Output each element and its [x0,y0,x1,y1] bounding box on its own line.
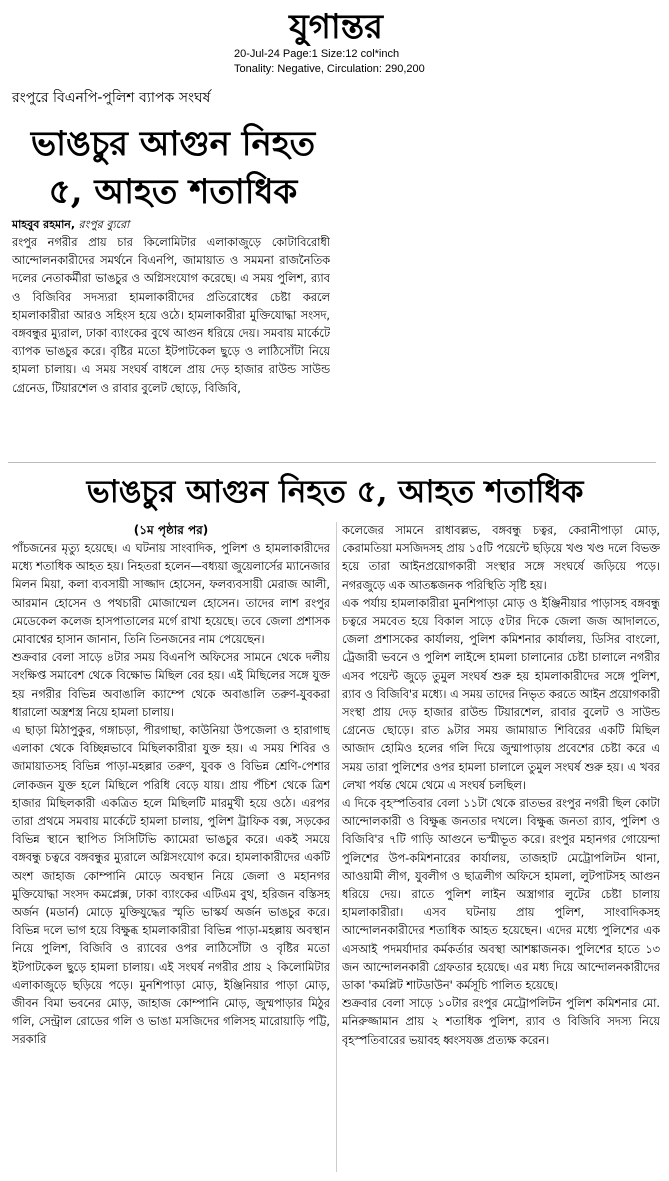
body-column-right [342,522,660,1172]
byline [12,216,129,235]
headline-line1: ভাঙচুর আগুন নিহত [30,124,316,164]
intro-paragraph: রংপুর নগরীর প্রায় চার কিলোমিটার এলাকাজুড়ে কোটাবিরোধী আন্দোলনকারীদের সমর্থনে বিএনপি, জামায়াত ও সমমনা রাজনৈতিক দলের নেতাকর্মীরা ভাঙচুর ও অগ্নিসংযোগ করেছে। এ সময় পুলিশ, র‍্যাব ও বিজিবির সদস্যরা হামলাকারীদের প্রতিরোধের চেষ্টা করলে হামলাকারীরা আরও সহিংস হয়ে ওঠে। হামলাকারীরা মুক্তিযোদ্ধা সংসদ, বঙ্গবন্ধুর ম্যুরাল, ঢাকা ব্যাংকের বুথে আগুন ধরিয়ে দেয়। সমবায় মার্কেটে ব্যাপক ভাঙচুর করে। বৃষ্টির মতো ইটপাটকেল ছুড়ে ও লাঠিসোঁটা নিয়ে হামলা চালায়। এ সময় সংঘর্ষ বাধলে প্রায় দেড় হাজার রাউন্ড সাউন্ড গ্রেনেড, টিয়ারশেল ও রাবার বুলেট ছোড়ে, বিজিবি, [12,236,330,395]
article-kicker: রংপুরে বিএনপি-পুলিশ ব্যাপক সংঘর্ষ [12,90,211,106]
body-paragraph: কলেজের সামনে রাধাবল্লভ, বঙ্গবন্ধু চত্বর, কেরানীপাড়া মোড়, কেরামতিয়া মসজিদসহ প্রায় ১৫টি পয়েন্টে ছড়িয়ে খণ্ড খণ্ড দলে বিভক্ত হয়ে তারা আইনপ্রয়োগকারী সংস্থার সঙ্গে সংঘর্ষে জড়িয়ে পড়ে। নগরজুড়ে এক আতঙ্কজনক পরিস্থিতি সৃষ্টি হয়। [342,524,660,592]
byline-name: মাহবুব রহমান, [12,218,76,231]
headline-line2: ৫, আহত শতাধিক [48,172,298,212]
masthead-logo-text: যুগান্তর [289,7,383,46]
masthead-logo [246,4,426,46]
clipping-meta-line2: Tonality: Negative, Circulation: 290,200 [234,63,425,75]
byline-bureau: রংপুর ব্যুরো [78,218,130,231]
clipping-meta-line1: 20-Jul-24 Page:1 Size:12 col*inch [234,48,400,60]
body-paragraph: শুক্রবার বেলা সাড়ে ১০টার রংপুর মেট্রোপলিটন পুলিশ কমিশনার মো. মনিরুজ্জামান প্রায় ২ শতাধিক পুলিশ, র‍্যাব ও বিজিবি সদস্য নিয়ে বৃহস্পতিবারের ভয়াবহ ধ্বংসযজ্ঞ প্রত্যক্ষ করেন। [342,997,660,1047]
body-paragraph: শুক্রবার বেলা সাড়ে ৪টার সময় বিএনপি অফিসের সামনে থেকে দলীয় সংক্ষিপ্ত সমাবেশ থেকে বিক্ষোভ মিছিল বের হয়। এই মিছিলের সঙ্গে যুক্ত হয় নগরীর বিভিন্ন অবাঙালি ক্যাম্পে থেকে অবাঙালি তরুণ-যুবকরা ধারালো অস্ত্রশস্ত্র নিয়ে হামলা চালায়। [12,651,330,719]
body-paragraph: পাঁচজনের মৃত্যু হয়েছে। এ ঘটনায় সাংবাদিক, পুলিশ ও হামলাকারীদের মধ্যে শতাধিক আহত হয়। নিহতরা হলেন—বধ্যয়া জুয়েলার্সের ম্যানেজার মিলন মিয়া, কলা ব্যবসায়ী সাজ্জাদ হোসেন, ফলব্যবসায়ী মেরাজ আলী, আরমান হোসেন ও পথচারী মোজাম্মেল হোসেন। তাদের লাশ রংপুর মেডেকেল কলেজ হাসপাতালের মর্গে রাখা হয়েছে। তবে জেলা প্রশাসক মোবাশ্বের হাসান জানান, তিনি তিনজনের নাম পেয়েছেন। [12,542,330,647]
continuation-headline: ভাঙচুর আগুন নিহত ৫, আহত শতাধিক [86,474,584,510]
body-paragraph: এ দিকে বৃহস্পতিবার বেলা ১১টা থেকে রাতভর রংপুর নগরী ছিল কোটা আন্দোলকারী ও বিক্ষুব্ধ জনতার দখলে। বিক্ষুব্ধ জনতা র‍্যাব, পুলিশ ও বিজিবি'র ৭টি গাড়ি আগুনে ভস্মীভূত করে। রংপুর মহানগর গোয়েন্দা পুলিশের উপ-কমিশনারের কার্যালয়, তাজহাট মেট্রোপলিটন থানা, আওয়ামী লীগ, যুবলীগ ও ছাত্রলীগ অফিসে হামলা, লুটপাটসহ আগুন ধরিয়ে দেয়। রাতে পুলিশ লাইন অস্ত্রাগার লুটের চেষ্টা চালায় হামলাকারীরা। এসব ঘটনায় প্রায় পুলিশ, সাংবাদিকসহ আন্দোলনকারীদের শতাধিক আহত হয়েছেন। এদের মধ্যে পুলিশের এক এসআই পদমর্যাদার কর্মকর্তার অবস্থা আশঙ্কাজনক। পুলিশের হাতে ১৩ জন আন্দোলনকারী গ্রেফতার হয়েছে। এর মধ্য দিয়ে আন্দোলনকারীদের ডাকা 'কমপ্লিট শাটডাউন' কর্মসূচি পালিত হয়েছে। [342,797,660,993]
body-paragraph: এ ছাড়া মিঠাপুকুর, গঙ্গাচড়া, পীরগাছা, কাউনিয়া উপজেলা ও হারাগাছ এলাকা থেকে বিচ্ছিন্নভাবে মিছিলকারীরা যুক্ত হয়। এ সময় শিবির ও জামায়াতসহ বিভিন্ন পাড়া-মহল্লার তরুণ, যুবক ও বিভিন্ন শ্রেণি-পেশার লোকজন যুক্ত হলে মিছিলে পরিধি বেড়ে যায়। প্রায় পঁচিশ থেকে ত্রিশ হাজার মিছিলকারী একত্রিত হলে মিছিলটি মারমুখী হয়ে ওঠে। এরপর তারা প্রথমে সমবায় মার্কেটে হামলা চালায়, পুলিশ ট্রাফিক বক্স, সড়কের বিভিন্ন স্থানে স্থাপিত সিসিটিভি ক্যামেরা ভাঙচুর করে। একই সময়ে বঙ্গবন্ধু চত্বরে বঙ্গবন্ধুর ম্যুরালে অগ্নিসংযোগ করে। হামলাকারীদের একটি অংশ জাহাজ কোম্পানি মোড়ে অবস্থান নিয়ে জেলা ও মহানগর মুক্তিযোদ্ধা সংসদ কমপ্লেক্স, ঢাকা ব্যাংকের এটিএম বুথ, হরিজন বস্তিসহ অর্জন (মডার্ন) মোড়ে মুক্তিযুদ্ধের স্মৃতি ভাস্কর্য অর্জন ভাঙচুর করে। বিভিন্ন দলে ভাগ হয়ে বিক্ষুব্ধ হামলাকারীরা বিভিন্ন পাড়া-মহল্লায় অবস্থান নিয়ে পুলিশ, বিজিবি ও র‍্যাবের ওপর লাঠিসোঁটা ও বৃষ্টির মতো ইটপাটকেল ছুড়ে হামলা চালায়। এই সংঘর্ষ নগরীর প্রায় ২ কিলোমিটার এলাকাজুড়ে ছড়িয়ে পড়ে। মুনশিপাড়া মোড়, ইঞ্জিনিয়ার পাড়া মোড়, জীবন বিমা ভবনের মোড়, জাহাজ কোম্পানি মোড়, জুম্মপাড়ার মিঠুর গলি, সেন্ট্রাল রোডের গলি ও ভাঙা মসজিদের গলিসহ মারোয়াড়ি পট্টি, সরকারি [12,724,330,1047]
divider-rule [8,462,656,463]
body-column-left [12,540,330,1172]
continued-label: (১ম পৃষ্ঠার পর) [133,523,209,537]
article-intro [12,234,330,452]
body-paragraph: এক পর্যায় হামলাকারীরা মুনশিপাড়া মোড় ও ইঞ্জিনীয়ার পাড়াসহ বঙ্গবন্ধু চত্বরে সমবেত হয়ে বিকাল সাড়ে ৫টার দিকে জেলা জজ আদালতে, জেলা প্রশাসকের কার্যালয়, পুলিশ কমিশনার কার্যালয়, ডিসির বাংলো, ট্রেজারী ভবনে ও পুলিশ লাইন্সে হামলা চালানোর চেষ্টা চালালে নগরীর এসব পয়েন্ট জুড়ে তুমুল সংঘর্ষ শুরু হয় হামলাকারীদের সঙ্গে পুলিশ, র‍্যাব ও বিজিবি'র মধ্যে। এ সময় তাদের নিভৃত করতে আইন প্রয়োগকারী সংস্থা প্রায় দেড় হাজার রাউন্ড টিয়ারশেল, রাবার বুলেট ও সাউন্ড গ্রেনেড ছোড়ে। রাত ৯টার সময় জামায়াত শিবিরের একটি মিছিল আজাদ হোমিও হলের গলি দিয়ে জুম্মাপাড়ায় প্রবেশের চেষ্টা করে এ সময় তারা পুলিশের ওপর হামলা চালালে তুমুল সংঘর্ষ শুরু হয়। এ খবর লেখা পর্যন্ত থেমে থেমে এ সংঘর্ষ চলছিল। [342,596,660,792]
column-divider [336,522,337,1172]
